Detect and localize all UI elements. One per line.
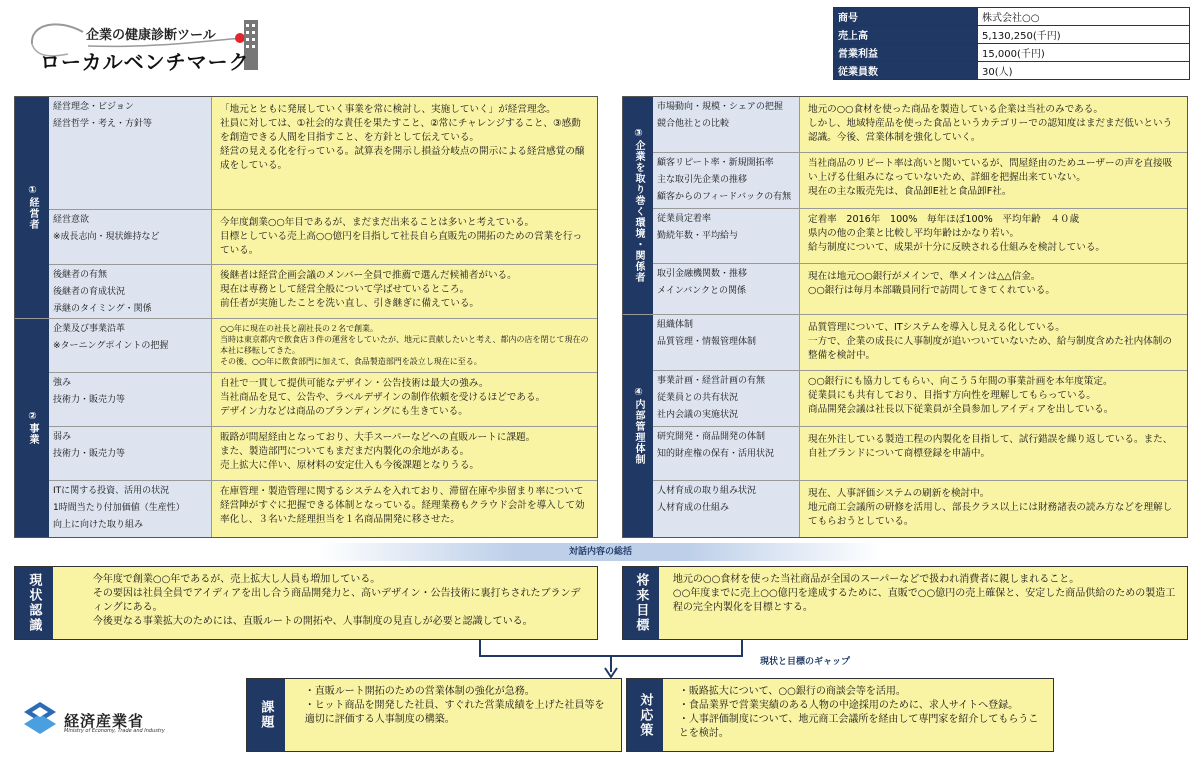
info-text: 今年度創業○○年目であるが、まだまだ出来ることは多いと考えている。 目標としている売上高○○億円を目指して社長自ら直販先の開拓のための営業を行っている。 — [212, 210, 597, 264]
info-text: 現在、人事評価システムの刷新を検討中。 地元商工会議所の研修を活用し、部長クラス以上には財務諸表の読み方などを理解してもらおうとしている。 — [800, 481, 1187, 537]
info-text: 当社商品のリピート率は高いと聞いているが、問屋経由のためユーザーの声を直接吸い上げる仕組みになっていないため、詳細を把握出来ていない。 現在の主な販売先は、食品卸E社と食品卸F社。 — [800, 153, 1187, 208]
info-text: 現在は地元○○銀行がメインで、準メインは△△信金。 ○○銀行は毎月本部職員同行で訪問してきてくれている。 — [800, 264, 1187, 314]
info-row: 取引金融機関数・推移 メインバンクとの関係 現在は地元○○銀行がメインで、準メインは△△信金。 ○○銀行は毎月本部職員同行で訪問してきてくれている。 — [653, 264, 1187, 315]
meti-logo-icon — [22, 700, 58, 736]
company-value: 30(人) — [978, 62, 1190, 80]
company-row — [834, 62, 1190, 80]
info-text: 定着率 2016年 100% 毎年ほぼ100% 平均年齢 ４０歳 県内の他の企業と比較し平均年齢はかなり若い。 給与制度について、成果が十分に反映される仕組みを検討している。 — [800, 209, 1187, 263]
future-goal-box — [622, 566, 1188, 640]
gap-connector — [470, 640, 760, 680]
info-row: 人材育成の取り組み状況 人材育成の仕組み 現在、人事評価システムの刷新を検討中。 地元商工会議所の研修を活用し、部長クラス以上には財務諸表の読み方などを理解してもらおうとしている。 — [653, 481, 1187, 537]
info-row: 事業計画・経営計画の有無 従業員との共有状況 社内会議の実施状況 ○○銀行にも協力してもらい、向こう５年間の事業計画を本年度策定。 従業員にも共有しており、目指す方向性を理解してもらっている。 商品開発会議は社長以下従業員が全員参加しアイディアを出している。 — [653, 371, 1187, 427]
company-row — [834, 44, 1190, 62]
future-goal-heading: 将来目標 — [623, 567, 659, 639]
info-text: ○○年に現在の社長と副社長の２名で創業。 当時は東京都内で飲食店３件の運営をしていたが、地元に貢献したいと考え、都内の店を閉じて現在の本社に移転してきた。 その後、○○年に飲食部門に加えて、食品製造部門を設立し現在に至る。 — [212, 319, 597, 372]
company-label: 従業員数 — [834, 62, 978, 80]
ministry-name-en: Ministry of Economy, Trade and Industry — [64, 728, 165, 734]
info-row: ITに関する投資、活用の状況 1時間当たり付加価値（生産性） 向上に向けた取り組み 在庫管理・製造管理に関するシステムを入れており、滞留在庫や歩留まり率について経営陣がすぐに把握できる体制となっている。経理業務もクラウド会計を導入して効率化し、３名いた経理担当を１名商品開発に移させた。 — [49, 481, 597, 537]
logo-subtitle: 企業の健康診断ツール — [86, 28, 216, 43]
info-row: 弱み 技術力・販売力等 販路が問屋経由となっており、大手スーパーなどへの直販ルートに課題。 また、製造部門についてもまだまだ内製化の余地がある。 売上拡大に伴い、原材料の安定仕入も今後課題となりうる。 — [49, 427, 597, 481]
company-row — [834, 8, 1190, 26]
info-text: 自社で一貫して提供可能なデザイン・公告技術は最大の強み。 当社商品を見て、公告や、ラベルデザインの制作依頼を受けるほどである。 デザイン力などは商品のブランディングにも生きている。 — [212, 373, 597, 426]
info-row: 後継者の有無 後継者の育成状況 承継のタイミング・関係 後継者は経営企画会議のメンバー全員で推薦で選んだ候補者がいる。 現在は専務として経営全般について学ばせているところ。 前任者が実施したことを洗い直し、引き継ぎに備えている。 — [49, 265, 597, 319]
info-text: ○○銀行にも協力してもらい、向こう５年間の事業計画を本年度策定。 従業員にも共有しており、目指す方向性を理解してもらっている。 商品開発会議は社長以下従業員が全員参加しアイディアを出している。 — [800, 371, 1187, 426]
issues-text: ・直販ルート開拓のための営業体制の強化が急務。 ・ヒット商品を開発した社員、すぐれた営業成績を上げた社員等を適切に評価する人事制度の構築。 — [304, 686, 605, 725]
issues-heading: 課題 — [247, 679, 285, 751]
gap-label: 現状と目標のギャップ — [760, 657, 851, 667]
info-row: 組織体制 品質管理・情報管理体制 品質管理について、ITシステムを導入し見える化している。 一方で、企業の成長に人事制度が追いついていないため、給与制度含めた社内体制の整備を検討中。 — [653, 315, 1187, 371]
issues-box — [246, 678, 622, 752]
company-value: 15,000(千円) — [978, 44, 1190, 62]
company-label: 営業利益 — [834, 44, 978, 62]
ministry-name: 経済産業省 — [64, 712, 145, 730]
info-text: 販路が問屋経由となっており、大手スーパーなどへの直販ルートに課題。 また、製造部門についてもまだまだ内製化の余地がある。 売上拡大に伴い、原材料の安定仕入も今後課題となりうる。 — [212, 427, 597, 480]
info-text: 在庫管理・製造管理に関するシステムを入れており、滞留在庫や歩留まり率について経営陣がすぐに把握できる体制となっている。経理業務もクラウド会計を導入して効率化し、３名いた経理担当を１名商品開発に移させた。 — [212, 481, 597, 537]
info-text: 後継者は経営企画会議のメンバー全員で推薦で選んだ候補者がいる。 現在は専務として経営全般について学ばせているところ。 前任者が実施したことを洗い直し、引き継ぎに備えている。 — [212, 265, 597, 318]
measures-box — [626, 678, 1054, 752]
info-text: 「地元とともに発展していく事業を常に検討し、実施していく」が経営理念。 社員に対しては、①社会的な責任を果たすこと、②常にチャレンジすること、③感動を創造できる人間を目指すこと、を方針として伝えている。 経営の見える化を行っている。試算表を開示し損益分岐点の開示による経営感覚の醸成をしている。 — [212, 97, 597, 209]
info-row: 企業及び事業沿革 ※ターニングポイントの把握 ○○年に現在の社長と副社長の２名で創業。 当時は東京都内で飲食店３件の運営をしていたが、地元に貢献したいと考え、都内の店を閉じて現在の本社に移転してきた。 その後、○○年に飲食部門に加えて、食品製造部門を設立し現在に至る。 — [49, 319, 597, 373]
company-value: 5,130,250(千円) — [978, 26, 1190, 44]
section-heading-management: ①経営者 — [15, 97, 49, 319]
current-status-text: 今年度で創業○○年であるが、売上拡大し人員も増加している。 その要因は社員全員でアイディアを出し合う商品開発力と、高いデザイン・公告技術に裏打ちされたブランディングにある。 今後更なる事業拡大のためには、直販ルートの開拓や、人事制度の見直しが必要と認識している。 — [92, 574, 581, 627]
summary-band: 対話内容の総括 — [318, 543, 883, 561]
left-panel — [14, 96, 598, 538]
measures-heading: 対応策 — [627, 679, 663, 751]
info-text: 現在外注している製造工程の内製化を目指して、試行錯誤を繰り返している。また、自社ブランドについて商標登録を申請中。 — [800, 427, 1187, 480]
company-label: 商号 — [834, 8, 978, 26]
right-panel — [622, 96, 1188, 538]
info-text: 地元の○○食材を使った商品を製造している企業は当社のみである。 しかし、地域特産品を使った食品というカテゴリーでの認知度はまだまだ低いという認識。今後、営業体制を強化していく。 — [800, 97, 1187, 152]
section-heading-environment: ③企業を取り巻く環境・関係者 — [623, 97, 653, 315]
info-row: 従業員定着率 勤続年数・平均給与 定着率 2016年 100% 毎年ほぼ100% 平均年齢 ４０歳 県内の他の企業と比較し平均年齢はかなり若い。 給与制度について、成果が十分に反映される仕組みを検討している。 — [653, 209, 1187, 264]
measures-text: ・販路拡大について、○○銀行の商談会等を活用。 ・食品業界で営業実績のある人物の中途採用のために、求人サイトへ登録。 ・人事評価制度について、地元商工会議所を経由して専門家を紹介してもらうことを検討。 — [678, 686, 1039, 739]
info-text: 品質管理について、ITシステムを導入し見える化している。 一方で、企業の成長に人事制度が追いついていないため、給与制度含めた社内体制の整備を検討中。 — [800, 315, 1187, 370]
logo-title: ローカルベンチマーク — [40, 50, 250, 74]
section-heading-internal: ④内部管理体制 — [623, 315, 653, 537]
info-row: 経営意欲 ※成長志向・現状維持など 今年度創業○○年目であるが、まだまだ出来ることは多いと考えている。 目標としている売上高○○億円を目指して社長自ら直販先の開拓のための営業を行っている。 — [49, 210, 597, 265]
future-goal-text: 地元の○○食材を使った当社商品が全国のスーパーなどで扱われ消費者に親しまれること。 ○○年度までに売上○○億円を達成するために、直販で○○億円の売上確保と、安定した商品供給のための製造工程の完全内製化を目標とする。 — [672, 574, 1176, 613]
current-status-heading: 現状認識 — [15, 567, 53, 639]
section-heading-business: ②事業 — [15, 319, 49, 537]
current-status-box — [14, 566, 598, 640]
company-label: 売上高 — [834, 26, 978, 44]
company-info-table — [833, 7, 1190, 80]
info-row: 経営理念・ビジョン 経営哲学・考え・方針等 「地元とともに発展していく事業を常に検討し、実施していく」が経営理念。 社員に対しては、①社会的な責任を果たすこと、②常にチャレンジすること、③感動を創造できる人間を目指すこと、を方針として伝えている。 経営の見える化を行っている。試算表を開示し損益分岐点の開示による経営感覚の醸成をしている。 — [49, 97, 597, 210]
info-row: 市場動向・規模・シェアの把握 競合他社との比較 地元の○○食材を使った商品を製造している企業は当社のみである。 しかし、地域特産品を使った食品というカテゴリーでの認知度はまだまだ低いという認識。今後、営業体制を強化していく。 — [653, 97, 1187, 153]
info-row: 研究開発・商品開発の体制 知的財産権の保有・活用状況 現在外注している製造工程の内製化を目指して、試行錯誤を繰り返している。また、自社ブランドについて商標登録を申請中。 — [653, 427, 1187, 481]
company-value: 株式会社○○ — [978, 8, 1190, 26]
info-row: 顧客リピート率・新規開拓率 主な取引先企業の推移 顧客からのフィードバックの有無 当社商品のリピート率は高いと聞いているが、問屋経由のためユーザーの声を直接吸い上げる仕組みになっていないため、詳細を把握出来ていない。 現在の主な販売先は、食品卸E社と食品卸F社。 — [653, 153, 1187, 209]
info-row: 強み 技術力・販売力等 自社で一貫して提供可能なデザイン・公告技術は最大の強み。 当社商品を見て、公告や、ラベルデザインの制作依頼を受けるほどである。 デザイン力などは商品のブランディングにも生きている。 — [49, 373, 597, 427]
company-row — [834, 26, 1190, 44]
